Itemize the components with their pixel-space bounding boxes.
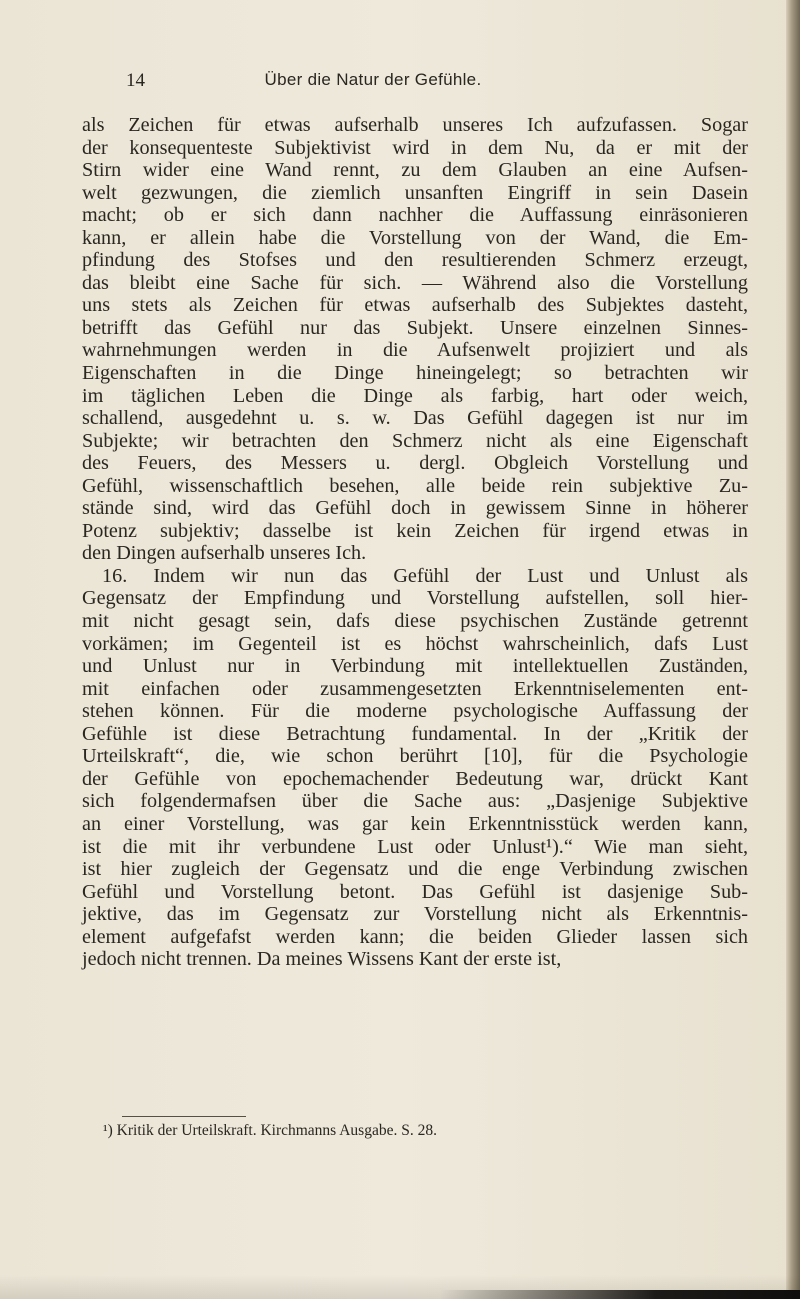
text-line: mit einfachen oder zusammengesetzten Erkenntniselementen ent-: [82, 677, 748, 700]
page-number: 14: [126, 70, 145, 91]
text-line: Eigenschaften in die Dinge hineingelegt; so betrachten wir: [82, 362, 748, 385]
text-line: Gefühle ist diese Betrachtung fundamental. In der „Kritik der: [82, 722, 748, 745]
text-line: ist die mit ihr verbundene Lust oder Unlust¹).“ Wie man sieht,: [82, 835, 748, 858]
text-line: element aufgefafst werden kann; die beiden Glieder lassen sich: [82, 925, 748, 948]
text-line: wahrnehmungen werden in die Aufsenwelt projiziert und als: [82, 339, 748, 362]
text-line: das bleibt eine Sache für sich. — Während also die Vorstellung: [82, 271, 748, 294]
text-line: ist hier zugleich der Gegensatz und die enge Verbindung zwischen: [82, 858, 748, 881]
text-line: betrifft das Gefühl nur das Subjekt. Unsere einzelnen Sinnes-: [82, 316, 748, 339]
body-text: [82, 114, 748, 971]
text-line: jektive, das im Gegensatz zur Vorstellung nicht als Erkenntnis-: [82, 903, 748, 926]
page-edge-shadow: [786, 0, 800, 1299]
text-line: sich folgendermafsen über die Sache aus: „Dasjenige Subjektive: [82, 790, 748, 813]
running-head: Über die Natur der Gefühle.: [264, 70, 482, 89]
text-line: mit nicht gesagt sein, dafs diese psychischen Zustände getrennt: [82, 610, 748, 633]
text-line: uns stets als Zeichen für etwas aufserhalb des Subjektes dasteht,: [82, 294, 748, 317]
text-line: im täglichen Leben die Dinge als farbig, hart oder weich,: [82, 384, 748, 407]
footnote-rule: [122, 1116, 246, 1117]
text-line: welt gezwungen, die ziemlich unsanften Eingriff in sein Dasein: [82, 181, 748, 204]
text-line: an einer Vorstellung, was gar kein Erkenntnisstück werden kann,: [82, 812, 748, 835]
text-line: den Dingen aufserhalb unseres Ich.: [82, 542, 367, 565]
text-line: Potenz subjektiv; dasselbe ist kein Zeichen für irgend etwas in: [82, 519, 748, 542]
text-line: Urteilskraft“, die, wie schon berührt [10], für die Psychologie: [82, 745, 748, 768]
text-line: pfindung des Stofses und den resultierenden Schmerz erzeugt,: [82, 249, 748, 272]
text-line: Subjekte; wir betrachten den Schmerz nicht als eine Eigenschaft: [82, 429, 748, 452]
text-line: jedoch nicht trennen. Da meines Wissens Kant der erste ist,: [82, 948, 562, 971]
text-line: und Unlust nur in Verbindung mit intellektuellen Zuständen,: [82, 655, 748, 678]
page-header: [83, 70, 663, 100]
text-line: der konsequenteste Subjektivist wird in dem Nu, da er mit der: [82, 136, 748, 159]
text-line: des Feuers, des Messers u. dergl. Obgleich Vorstellung und: [82, 452, 748, 475]
text-line: stände sind, wird das Gefühl doch in gewissem Sinne in höherer: [82, 497, 748, 520]
text-line: 16. Indem wir nun das Gefühl der Lust und Unlust als: [102, 564, 748, 587]
text-line: Gefühl, wissenschaftlich besehen, alle beide rein subjektive Zu-: [82, 474, 748, 497]
text-line: Stirn wider eine Wand rennt, zu dem Glauben an eine Aufsen-: [82, 159, 748, 182]
text-line: der Gefühle von epochemachender Bedeutung war, drückt Kant: [82, 767, 748, 790]
text-line: schallend, ausgedehnt u. s. w. Das Gefühl dagegen ist nur im: [82, 407, 748, 430]
text-line: macht; ob er sich dann nachher die Auffassung einräsonieren: [82, 204, 748, 227]
footnote: ¹) Kritik der Urteilskraft. Kirchmanns Ausgabe. S. 28.: [103, 1122, 437, 1139]
text-line: Gefühl und Vorstellung betont. Das Gefühl ist dasjenige Sub-: [82, 880, 748, 903]
text-line: stehen können. Für die moderne psychologische Auffassung der: [82, 700, 748, 723]
text-line: kann, er allein habe die Vorstellung von der Wand, die Em-: [82, 226, 748, 249]
page-bottom-edge: [440, 1290, 800, 1299]
text-line: vorkämen; im Gegenteil ist es höchst wahrscheinlich, dafs Lust: [82, 632, 748, 655]
text-line: Gegensatz der Empfindung und Vorstellung aufstellen, soll hier-: [82, 587, 748, 610]
text-line: als Zeichen für etwas aufserhalb unseres Ich aufzufassen. Sogar: [82, 114, 748, 136]
